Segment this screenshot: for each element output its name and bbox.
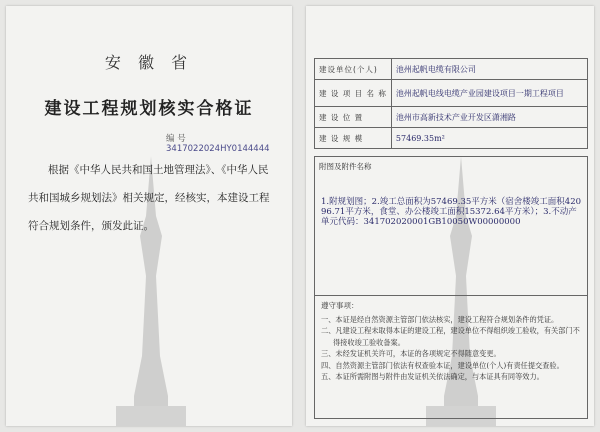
list-item: 一、本证是经自然资源主管部门依法核实，建设工程符合规划条件的凭证。 bbox=[321, 315, 559, 324]
attachments-label: 附图及附件名称 bbox=[319, 162, 372, 171]
row-value-location: 池州市高新技术产业开发区潇湘路 bbox=[391, 107, 587, 128]
certificate-cover-page bbox=[6, 6, 292, 426]
row-label: 建 设 项 目 名 称 bbox=[315, 80, 392, 107]
list-item: 四、自然资源主管部门依法有权查验本证，建设单位(个人)有责任提交查验。 bbox=[321, 360, 564, 370]
attachments-text: 1.附规划图；2.竣工总面积为57469.35平方米（宿舍楼竣工面积42096.71平方米，食堂、办公楼竣工面积15372.64平方米）；3.不动产单元代码：341702020001GB10050W00000000 bbox=[321, 197, 582, 227]
table-row bbox=[315, 80, 588, 107]
row-value-project-name: 池州起帆电线电缆产业园建设项目一期工程项目 bbox=[391, 80, 587, 107]
serial-number: 3417022024HY0144444 bbox=[166, 144, 270, 154]
province-name: 安 徽 省 bbox=[104, 53, 194, 72]
notes-section bbox=[314, 294, 588, 419]
row-label: 建 设 位 置 bbox=[315, 107, 392, 128]
list-item: 五、本证所需附图与附件由发证机关依法确定，与本证具有同等效力。 bbox=[321, 372, 544, 382]
table-row bbox=[315, 59, 588, 80]
list-item: 二、凡建设工程未取得本证的建设工程，建设单位不得组织竣工验收，有关部门不得接收竣工验收备案。 bbox=[321, 326, 580, 347]
table-row bbox=[315, 128, 588, 149]
row-label: 建 设 规 模 bbox=[315, 128, 392, 149]
serial-number-line bbox=[166, 132, 292, 154]
notes-list bbox=[321, 314, 583, 382]
serial-label: 编 号 bbox=[166, 134, 186, 144]
attachments-section bbox=[314, 156, 588, 296]
table-row bbox=[315, 107, 588, 128]
project-info-table bbox=[314, 58, 588, 149]
notes-label: 遵守事项： bbox=[321, 301, 359, 310]
row-label: 建设单位(个人) bbox=[315, 59, 392, 80]
certificate-body-text: 根据《中华人民共和国土地管理法》、《中华人民共和国城乡规划法》相关规定，经核实，本建设工程符合规划条件，颁发此证。 bbox=[28, 164, 270, 232]
certificate-detail-page bbox=[306, 6, 594, 426]
list-item: 三、未经发证机关许可，本证的各项规定不得随意变更。 bbox=[321, 349, 501, 359]
row-value-scale: 57469.35m² bbox=[391, 128, 587, 149]
row-value-builder: 池州起帆电缆有限公司 bbox=[391, 59, 587, 80]
certificate-title: 建设工程规划核实合格证 bbox=[44, 99, 254, 119]
